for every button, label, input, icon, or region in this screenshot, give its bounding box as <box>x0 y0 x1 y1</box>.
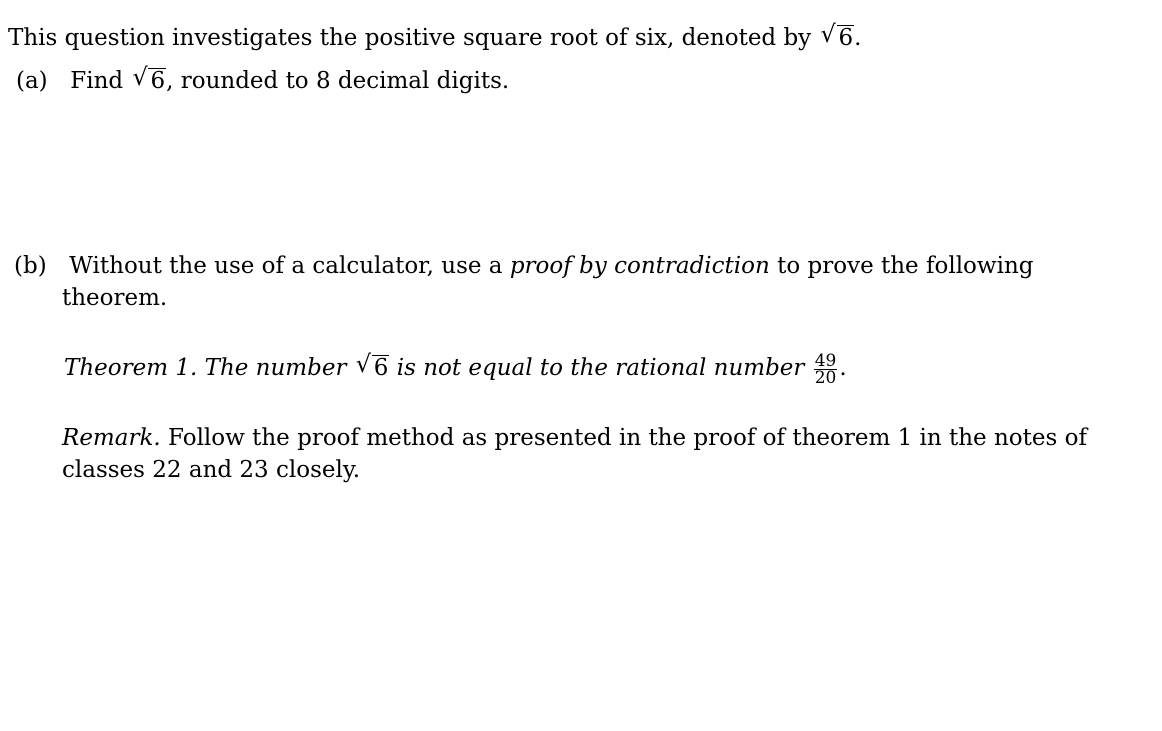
part-a-label: (a) <box>16 68 48 94</box>
part-b-emphasis: proof by contradiction <box>509 253 770 279</box>
intro-period: . <box>854 25 862 51</box>
sqrt-six-expression <box>132 65 166 97</box>
remark-paragraph <box>62 422 1087 454</box>
part-b-text-end: to prove the following <box>769 253 1034 279</box>
radicand: 6 <box>150 68 166 94</box>
sqrt-six-expression <box>821 22 855 54</box>
intro-text: This question investigates the positive square root of six, denoted by <box>8 25 819 51</box>
part-a-text-end: , rounded to 8 decimal digits. <box>166 68 510 94</box>
part-a <box>16 65 509 97</box>
part-b-continuation: theorem. <box>62 285 168 311</box>
radical-sign: √ <box>820 20 836 48</box>
remark-line-1: Follow the proof method as presented in the proof of theorem 1 in the notes of <box>168 425 1087 451</box>
fraction-numerator: 49 <box>814 350 837 371</box>
theorem-text-middle: is not equal to the rational number <box>389 355 812 381</box>
theorem-heading: Theorem 1. <box>64 355 198 381</box>
fraction-49-over-20 <box>814 350 838 388</box>
theorem-text-start: The number <box>204 355 354 381</box>
fraction-denominator: 20 <box>814 367 837 388</box>
part-b-label: (b) <box>14 253 47 279</box>
radicand: 6 <box>838 25 854 51</box>
theorem-period: . <box>839 355 847 381</box>
remark-heading: Remark. <box>62 425 161 451</box>
sqrt-six-expression <box>356 352 390 384</box>
part-a-text-start: Find <box>70 68 131 94</box>
part-b-text-start: Without the use of a calculator, use a <box>69 253 510 279</box>
radical-sign: √ <box>132 63 148 91</box>
intro-paragraph <box>8 22 861 54</box>
radical-sign: √ <box>355 350 372 378</box>
radicand: 6 <box>373 355 389 381</box>
theorem-statement <box>64 352 847 386</box>
part-b <box>14 250 1033 282</box>
remark-line-2: classes 22 and 23 closely. <box>62 457 361 483</box>
